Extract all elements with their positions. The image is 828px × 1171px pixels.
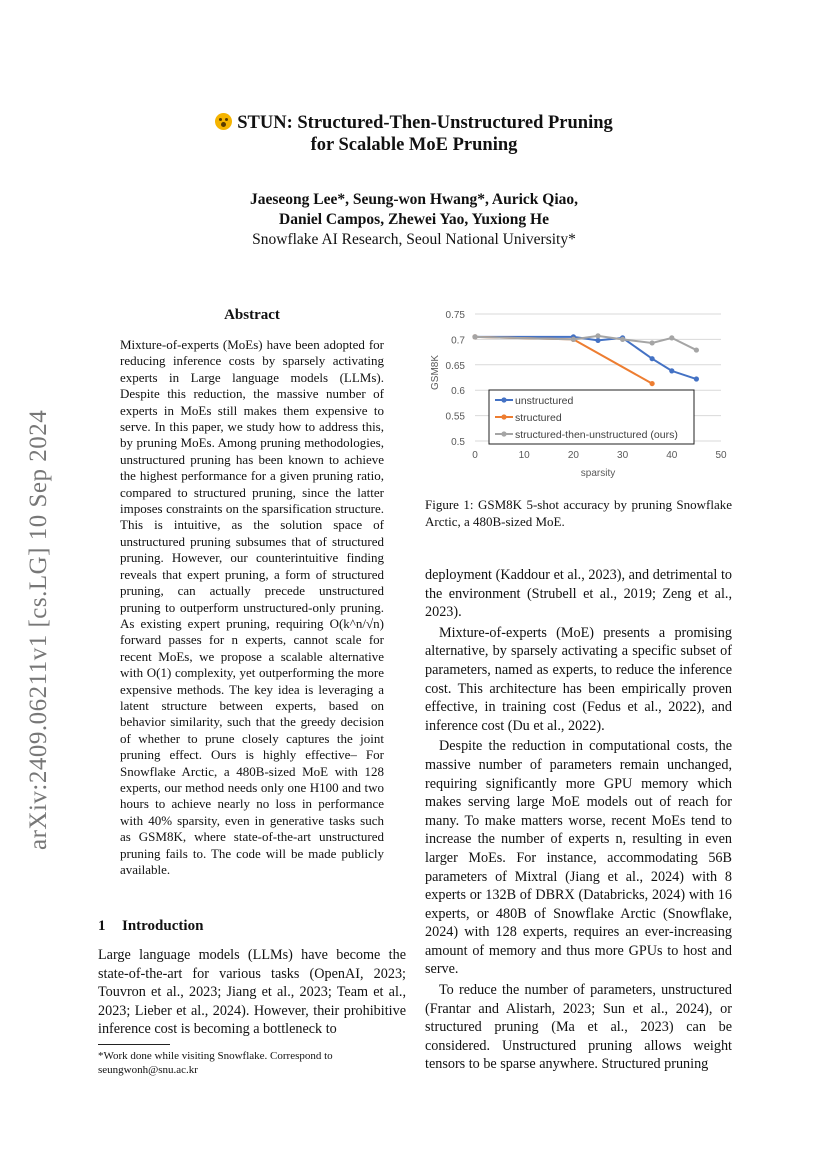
paragraph-pruning: To reduce the number of parameters, unstructured (Frantar and Alistarh, 2023; Sun et al., 2024), or structured pruning (Ma et al., 2023) can be considered. Unstructured pruning allows weight tensors to be sparse anywhere. Structured pruning: [425, 982, 732, 1073]
y-tick-label: 0.75: [445, 310, 465, 321]
y-tick-label: 0.7: [451, 335, 465, 347]
series-point: [571, 337, 576, 342]
y-tick-label: 0.55: [445, 411, 465, 423]
series-point: [472, 334, 477, 339]
title-line-2: for Scalable MoE Pruning: [310, 135, 518, 155]
section-title: Introduction: [122, 918, 204, 934]
series-point: [694, 347, 699, 352]
x-tick-label: 50: [715, 450, 727, 461]
paragraph-reduction: Despite the reduction in computational costs, the massive number of parameters remain unchanged, requiring significantly more GPU memory which makes serving large MoE models out of reach for many. To make matters worse, recent MoEs tend to increase the number of experts n, resulting in even larger MoEs. For instance, accommodating 56B parameters of Mixtral (Jiang et al., 2024) with 8 experts or 132B of DBRX (Databricks, 2024) with 16 experts, or 480B of Snowflake Arctic (Snowflake, 2024) with 128 experts, requires an ever-increasing amount of memory and thus more GPUs to host and serve.: [425, 738, 732, 978]
figure-1-caption: Figure 1: GSM8K 5-shot accuracy by pruning Snowflake Arctic, a 480B-sized MoE.: [425, 497, 732, 529]
intro-paragraph-1-text: Large language models (LLMs) have become the state-of-the-art for various tasks (OpenAI, 2023; Touvron et al., 2023; Jiang et al., 2023; Team et al., 2023; Lieber et al., 2024). However, their prohibitive inference cost is becoming a bottleneck to: [98, 947, 406, 1038]
paragraph-deployment: deployment (Kaddour et al., 2023), and detrimental to the environment (Strubell et al., 2019; Zeng et al., 2023).: [425, 567, 732, 621]
series-point: [620, 337, 625, 342]
surprised-face-icon: [215, 113, 232, 130]
affiliation: Snowflake AI Research, Seoul National University*: [252, 231, 576, 248]
y-tick-label: 0.65: [445, 360, 465, 372]
author-line-2: Daniel Campos, Zhewei Yao, Yuxiong He: [279, 211, 549, 228]
footnote-rule: [98, 1044, 170, 1045]
legend-marker: [501, 431, 506, 436]
footnote: *Work done while visiting Snowflake. Correspond to seungwonh@snu.ac.kr: [98, 1050, 333, 1076]
x-axis-label: sparsity: [580, 468, 616, 479]
series-point: [669, 368, 674, 373]
x-tick-label: 20: [567, 450, 579, 461]
author-block: [0, 190, 828, 250]
legend-label: unstructured: [515, 395, 574, 407]
x-tick-label: 10: [518, 450, 530, 461]
title-line-1: STUN: Structured-Then-Unstructured Pruning: [237, 113, 613, 133]
section-heading-introduction: [98, 918, 406, 935]
series-point: [650, 381, 655, 386]
x-tick-label: 0: [472, 450, 478, 461]
y-tick-label: 0.6: [451, 386, 465, 398]
section-number: 1: [98, 918, 106, 934]
right-column-body: [425, 566, 732, 1074]
x-tick-label: 30: [617, 450, 629, 461]
series-line: [475, 337, 696, 379]
figure-1-chart: [425, 303, 735, 483]
author-line-1: Jaeseong Lee*, Seung-won Hwang*, Aurick Qiao,: [249, 191, 579, 208]
arxiv-stamp: [20, 409, 60, 850]
abstract-heading: Abstract: [224, 307, 280, 323]
series-line: [475, 337, 652, 384]
legend-label: structured: [515, 412, 562, 424]
series-point: [694, 376, 699, 381]
series-point: [650, 356, 655, 361]
series-line: [475, 336, 696, 350]
legend-marker: [501, 414, 506, 419]
series-point: [650, 340, 655, 345]
legend-marker: [501, 397, 506, 402]
paragraph-moe: Mixture-of-experts (MoE) presents a promising alternative, by sparsely activating a specific subset of parameters, named as experts, to reduce the inference cost. This architecture has been empirically proven effective, in training cost (Fedus et al., 2022), and inference cost (Du et al., 2022).: [425, 624, 732, 734]
arxiv-stamp-text: arXiv:2409.06211v1 [cs.LG] 10 Sep 2024: [25, 409, 52, 850]
y-tick-label: 0.5: [451, 437, 465, 448]
series-point: [669, 335, 674, 340]
abstract-text: Mixture-of-experts (MoEs) have been adopted for reducing inference costs by sparsely activating experts in Large language models (LLMs). Despite this reduction, the massive number of experts in MoEs still makes them expensive to serve. In this paper, we study how to address this, by pruning MoEs. Among pruning methodologies, unstructured pruning has been known to achieve the highest performance for a given pruning ratio, compared to structured pruning, since the latter imposes constraints on the sparsification structure. This is intuitive, as the solution space of unstructured pruning subsumes that of structured pruning. However, our counterintuitive finding reveals that expert pruning, a form of structured pruning, can actually precede unstructured pruning to outperform unstructured-only pruning. As existing expert pruning, requiring O(k^n/√n) forward passes for n experts, cannot scale for recent MoEs, we propose a scalable alternative with O(1) complexity, yet outperforming the more expensive methods. The key idea is leveraging a latent structure between experts, based on behavior similarity, such that the greedy decision of whether to prune closely captures the joint pruning effect. Ours is highly effective– For Snowflake Arctic, a 480B-sized MoE with 128 experts, our method needs only one H100 and two hours to achieve nearly no loss in performance with 40% sparsity, even in generative tasks such as GSM8K, where state-of-the-art unstructured pruning fails to. The code will be made publicly available.: [120, 337, 384, 877]
y-axis-label: GSM8K: [430, 354, 441, 391]
series-point: [595, 338, 600, 343]
paper-title: [0, 112, 828, 156]
legend-label: structured-then-unstructured (ours): [515, 429, 678, 441]
chart-svg: [425, 303, 735, 483]
series-point: [595, 333, 600, 338]
x-tick-label: 40: [666, 450, 678, 461]
intro-paragraph-1: [98, 946, 406, 1039]
